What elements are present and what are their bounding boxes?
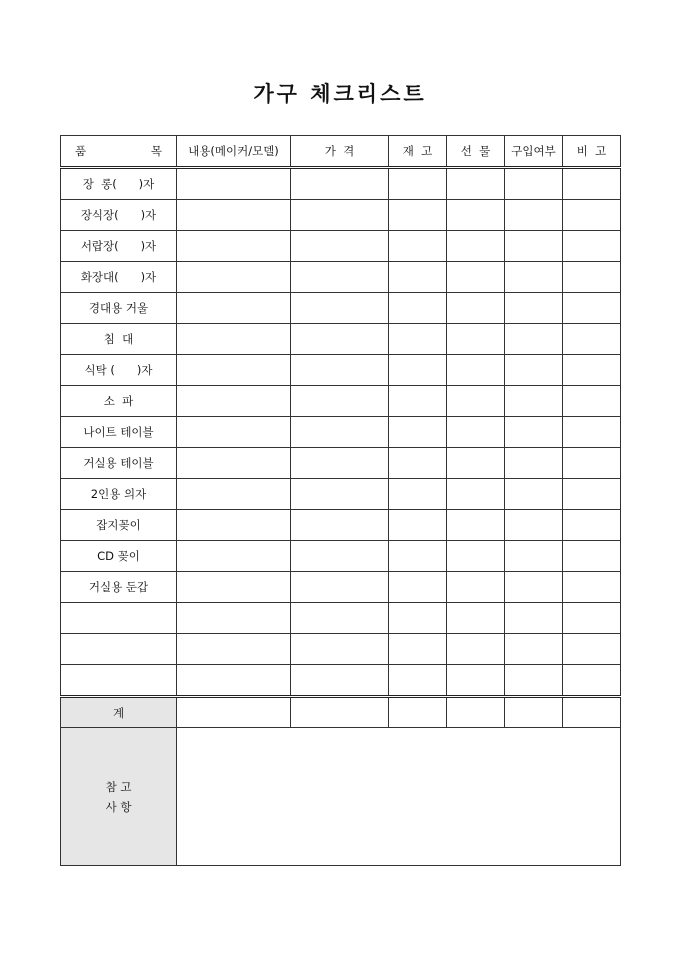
item-name-cell[interactable]: 장 롱( )자 xyxy=(61,168,177,200)
notes-label xyxy=(61,728,177,866)
total-cell[interactable] xyxy=(177,697,291,728)
table-cell[interactable] xyxy=(389,262,447,293)
table-cell[interactable] xyxy=(291,479,389,510)
table-cell[interactable] xyxy=(505,355,563,386)
table-cell[interactable] xyxy=(447,479,505,510)
table-row xyxy=(61,355,621,386)
table-cell[interactable] xyxy=(389,293,447,324)
header-item-a: 품 xyxy=(75,144,87,158)
header-item xyxy=(61,136,177,168)
table-cell[interactable] xyxy=(291,541,389,572)
table-row xyxy=(61,665,621,697)
header-purchase: 구입여부 xyxy=(505,136,563,168)
table-cell[interactable] xyxy=(389,448,447,479)
table-cell[interactable] xyxy=(177,324,291,355)
total-row xyxy=(61,697,621,728)
total-cell[interactable] xyxy=(505,697,563,728)
table-cell[interactable] xyxy=(389,231,447,262)
table-cell[interactable] xyxy=(563,324,621,355)
table-cell[interactable] xyxy=(389,479,447,510)
table-cell[interactable] xyxy=(505,572,563,603)
table-cell[interactable] xyxy=(447,665,505,697)
furniture-checklist-table xyxy=(60,135,621,866)
table-row xyxy=(61,262,621,293)
table-cell[interactable] xyxy=(177,448,291,479)
table-row xyxy=(61,231,621,262)
table-cell[interactable] xyxy=(291,200,389,231)
page-title: 가구 체크리스트 xyxy=(253,81,427,106)
item-name-cell[interactable] xyxy=(61,634,177,665)
table-row xyxy=(61,634,621,665)
item-name-cell[interactable]: 2인용 의자 xyxy=(61,479,177,510)
table-cell[interactable] xyxy=(389,634,447,665)
table-cell[interactable] xyxy=(563,603,621,634)
table-cell[interactable] xyxy=(177,200,291,231)
table-cell[interactable] xyxy=(563,355,621,386)
table-cell[interactable] xyxy=(291,262,389,293)
table-cell[interactable] xyxy=(447,417,505,448)
table-cell[interactable] xyxy=(447,168,505,200)
table-cell[interactable] xyxy=(505,200,563,231)
table-cell[interactable] xyxy=(563,293,621,324)
table-cell[interactable] xyxy=(177,262,291,293)
table-cell[interactable] xyxy=(389,603,447,634)
item-name-cell[interactable]: 서랍장( )자 xyxy=(61,231,177,262)
table-cell[interactable] xyxy=(291,603,389,634)
table-cell[interactable] xyxy=(447,510,505,541)
table-cell[interactable] xyxy=(389,355,447,386)
table-cell[interactable] xyxy=(177,479,291,510)
item-name-cell[interactable]: 잡지꽂이 xyxy=(61,510,177,541)
table-row xyxy=(61,603,621,634)
table-row xyxy=(61,417,621,448)
table-cell[interactable] xyxy=(563,541,621,572)
table-cell[interactable] xyxy=(447,634,505,665)
total-cell[interactable] xyxy=(447,697,505,728)
table-cell[interactable] xyxy=(291,386,389,417)
table-cell[interactable] xyxy=(291,634,389,665)
table-cell[interactable] xyxy=(505,448,563,479)
table-row xyxy=(61,386,621,417)
table-cell[interactable] xyxy=(505,510,563,541)
notes-label-line-2: 사 항 xyxy=(105,799,132,814)
table-cell[interactable] xyxy=(177,231,291,262)
item-name-cell[interactable]: 소 파 xyxy=(61,386,177,417)
table-cell[interactable] xyxy=(389,200,447,231)
table-cell[interactable] xyxy=(177,293,291,324)
table-cell[interactable] xyxy=(505,231,563,262)
table-cell[interactable] xyxy=(563,231,621,262)
total-cell[interactable] xyxy=(291,697,389,728)
table-cell[interactable] xyxy=(447,231,505,262)
table-row xyxy=(61,168,621,200)
table-cell[interactable] xyxy=(505,324,563,355)
table-cell[interactable] xyxy=(447,324,505,355)
table-cell[interactable] xyxy=(177,168,291,200)
table-cell[interactable] xyxy=(291,355,389,386)
table-row xyxy=(61,324,621,355)
item-name-cell[interactable]: 장식장( )자 xyxy=(61,200,177,231)
item-name-cell[interactable]: 나이트 테이블 xyxy=(61,417,177,448)
table-cell[interactable] xyxy=(447,603,505,634)
table-cell[interactable] xyxy=(291,665,389,697)
table-cell[interactable] xyxy=(291,417,389,448)
table-cell[interactable] xyxy=(563,572,621,603)
table-cell[interactable] xyxy=(563,168,621,200)
table-row xyxy=(61,510,621,541)
table-cell[interactable] xyxy=(505,665,563,697)
table-cell[interactable] xyxy=(389,541,447,572)
table-row xyxy=(61,479,621,510)
item-name-cell[interactable]: 거실용 테이블 xyxy=(61,448,177,479)
item-name-cell[interactable]: 경대용 거울 xyxy=(61,293,177,324)
table-cell[interactable] xyxy=(291,448,389,479)
table-row xyxy=(61,572,621,603)
table-cell[interactable] xyxy=(389,168,447,200)
item-name-cell[interactable]: 화장대( )자 xyxy=(61,262,177,293)
total-cell[interactable] xyxy=(563,697,621,728)
table-cell[interactable] xyxy=(505,386,563,417)
table-cell[interactable] xyxy=(389,324,447,355)
table-cell[interactable] xyxy=(447,572,505,603)
header-remark: 비 고 xyxy=(563,136,621,168)
header-price: 가 격 xyxy=(291,136,389,168)
table-cell[interactable] xyxy=(291,572,389,603)
table-row xyxy=(61,293,621,324)
notes-row xyxy=(61,728,621,866)
table-cell[interactable] xyxy=(505,262,563,293)
header-item-b: 목 xyxy=(150,144,162,158)
table-cell[interactable] xyxy=(291,293,389,324)
table-cell[interactable] xyxy=(447,541,505,572)
item-name-cell[interactable]: 거실용 둔갑 xyxy=(61,572,177,603)
table-cell[interactable] xyxy=(291,168,389,200)
table-cell[interactable] xyxy=(505,417,563,448)
table-cell[interactable] xyxy=(505,293,563,324)
table-cell[interactable] xyxy=(505,634,563,665)
table-cell[interactable] xyxy=(447,355,505,386)
table-cell[interactable] xyxy=(447,448,505,479)
table-cell[interactable] xyxy=(563,386,621,417)
item-name-cell[interactable] xyxy=(61,665,177,697)
total-label: 계 xyxy=(61,697,177,728)
table-cell[interactable] xyxy=(563,417,621,448)
table-row xyxy=(61,200,621,231)
table-cell[interactable] xyxy=(563,448,621,479)
table-cell[interactable] xyxy=(563,510,621,541)
table-cell[interactable] xyxy=(177,510,291,541)
table-cell[interactable] xyxy=(447,293,505,324)
notes-label-line-1: 참 고 xyxy=(105,779,132,794)
table-cell[interactable] xyxy=(177,634,291,665)
table-cell[interactable] xyxy=(505,603,563,634)
table-cell[interactable] xyxy=(177,417,291,448)
table-cell[interactable] xyxy=(389,417,447,448)
table-cell[interactable] xyxy=(177,541,291,572)
table-cell[interactable] xyxy=(291,510,389,541)
header-gift: 선 물 xyxy=(447,136,505,168)
table-cell[interactable] xyxy=(447,262,505,293)
table-cell[interactable] xyxy=(291,324,389,355)
table-cell[interactable] xyxy=(177,386,291,417)
table-cell[interactable] xyxy=(563,634,621,665)
table-cell[interactable] xyxy=(389,665,447,697)
header-row xyxy=(61,136,621,168)
total-cell[interactable] xyxy=(389,697,447,728)
table-cell[interactable] xyxy=(389,510,447,541)
item-name-cell[interactable] xyxy=(61,603,177,634)
table-cell[interactable] xyxy=(563,262,621,293)
table-cell[interactable] xyxy=(291,231,389,262)
table-cell[interactable] xyxy=(447,200,505,231)
table-cell[interactable] xyxy=(177,665,291,697)
header-content: 내용(메이커/모델) xyxy=(177,136,291,168)
table-cell[interactable] xyxy=(389,572,447,603)
header-stock: 재 고 xyxy=(389,136,447,168)
table-cell[interactable] xyxy=(177,355,291,386)
table-cell[interactable] xyxy=(447,386,505,417)
table-cell[interactable] xyxy=(389,386,447,417)
item-name-cell[interactable]: 식탁 ( )자 xyxy=(61,355,177,386)
table-cell[interactable] xyxy=(505,168,563,200)
table-cell[interactable] xyxy=(505,541,563,572)
table-row xyxy=(61,448,621,479)
notes-area[interactable] xyxy=(177,728,621,866)
table-cell[interactable] xyxy=(563,200,621,231)
item-name-cell[interactable]: 침 대 xyxy=(61,324,177,355)
table-cell[interactable] xyxy=(505,479,563,510)
table-cell[interactable] xyxy=(563,479,621,510)
item-name-cell[interactable]: CD 꽂이 xyxy=(61,541,177,572)
table-cell[interactable] xyxy=(177,603,291,634)
table-row xyxy=(61,541,621,572)
table-cell[interactable] xyxy=(177,572,291,603)
table-cell[interactable] xyxy=(563,665,621,697)
